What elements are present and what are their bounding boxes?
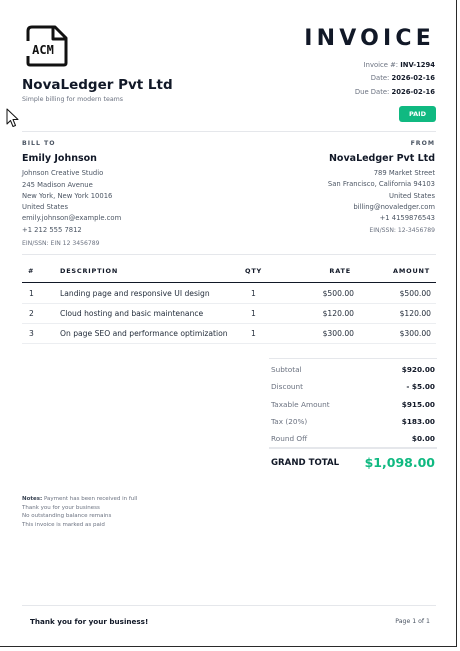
page-edge-bottom (0, 646, 457, 647)
bill-to-address2: New York, New York 10016 (22, 192, 113, 200)
invoice-date-label: Date: (370, 74, 390, 82)
row-rate: $120.00 (322, 309, 354, 318)
roundoff-label: Round Off (271, 434, 308, 443)
header-divider (22, 131, 436, 132)
logo-text: ACM (32, 43, 54, 57)
bill-to-phone: +1 212 555 7812 (22, 226, 82, 234)
from-address1: 789 Market Street (373, 169, 435, 177)
company-logo (22, 25, 70, 67)
notes-line: Payment has been received in full (43, 496, 138, 502)
from-tax-id: EIN/SSN: 12-3456789 (369, 227, 435, 234)
taxable-value: $915.00 (401, 400, 435, 409)
notes-label: Notes: (22, 496, 43, 502)
col-header-num: # (28, 267, 35, 275)
row-qty: 1 (251, 309, 256, 318)
row-description: Landing page and responsive UI design (60, 289, 210, 298)
row-qty: 1 (251, 289, 256, 298)
row-divider (22, 323, 436, 324)
tax-value: $183.00 (401, 417, 435, 426)
row-divider (22, 343, 436, 344)
bill-to-address1: 245 Madison Avenue (22, 181, 93, 189)
table-header-rule (22, 282, 436, 283)
from-phone: +1 4159876543 (379, 214, 435, 222)
invoice-number-label: Invoice #: (363, 61, 399, 69)
page-edge-right (456, 0, 457, 647)
taxable-label: Taxable Amount (271, 400, 330, 409)
notes-line: This invoice is marked as paid (22, 521, 105, 528)
bill-to-name: Emily Johnson (22, 153, 97, 164)
company-tagline: Simple billing for modern teams (22, 96, 124, 103)
notes-line: No outstanding balance remains (22, 513, 112, 520)
row-num: 2 (29, 309, 34, 318)
from-email: billing@novaledger.com (353, 203, 435, 211)
from-label: FROM (410, 140, 435, 147)
footer-divider (22, 605, 436, 606)
row-num: 1 (29, 289, 34, 298)
bill-to-tax-id: EIN/SSN: EIN 12 3456789 (22, 240, 100, 247)
bill-to-email: emily.johnson@example.com (22, 214, 122, 222)
from-country: United States (388, 192, 435, 200)
row-amount: $120.00 (399, 309, 431, 318)
col-header-description: DESCRIPTION (60, 267, 119, 275)
invoice-date (371, 74, 435, 82)
parties-divider (22, 254, 436, 255)
invoice-due-value: 2026-02-16 (391, 88, 435, 96)
notes-block (22, 495, 137, 529)
row-qty: 1 (251, 329, 256, 338)
invoice-date-value: 2026-02-16 (391, 74, 435, 82)
grand-total-value: $1,098.00 (364, 455, 435, 470)
row-description: On page SEO and performance optimization (60, 329, 228, 338)
discount-label: Discount (271, 382, 304, 391)
bill-to-company: Johnson Creative Studio (22, 169, 104, 177)
row-amount: $500.00 (399, 289, 431, 298)
totals-divider (269, 358, 437, 359)
invoice-number (364, 61, 435, 69)
discount-value: - $5.00 (406, 382, 435, 391)
page-number: Page 1 of 1 (395, 618, 430, 625)
bill-to-label: BILL TO (22, 140, 56, 147)
tax-label: Tax (20%) (271, 417, 308, 426)
invoice-due-date (355, 88, 435, 96)
from-name: NovaLedger Pvt Ltd (328, 153, 435, 164)
footer-thanks: Thank you for your business! (30, 617, 149, 626)
invoice-due-label: Due Date: (354, 88, 390, 96)
notes-line: Thank you for your business (22, 504, 100, 511)
company-name: NovaLedger Pvt Ltd (22, 77, 173, 93)
status-badge: PAID (399, 106, 436, 122)
grand-total-label: GRAND TOTAL (271, 458, 340, 468)
col-header-qty: QTY (245, 267, 263, 275)
row-divider (22, 303, 436, 304)
row-amount: $300.00 (399, 329, 431, 338)
grand-total-divider (269, 447, 437, 449)
col-header-rate: RATE (329, 267, 351, 275)
row-rate: $300.00 (322, 329, 354, 338)
col-header-amount: AMOUNT (393, 267, 430, 275)
bill-to-country: United States (22, 203, 69, 211)
mouse-pointer-icon (6, 108, 19, 128)
invoice-number-value: INV-1294 (400, 61, 435, 69)
from-address2: San Francisco, California 94103 (327, 180, 435, 188)
subtotal-label: Subtotal (271, 365, 302, 374)
roundoff-value: $0.00 (411, 434, 435, 443)
row-rate: $500.00 (322, 289, 354, 298)
subtotal-value: $920.00 (401, 365, 435, 374)
invoice-title: INVOICE (304, 26, 435, 51)
row-description: Cloud hosting and basic maintenance (60, 309, 204, 318)
row-num: 3 (29, 329, 34, 338)
